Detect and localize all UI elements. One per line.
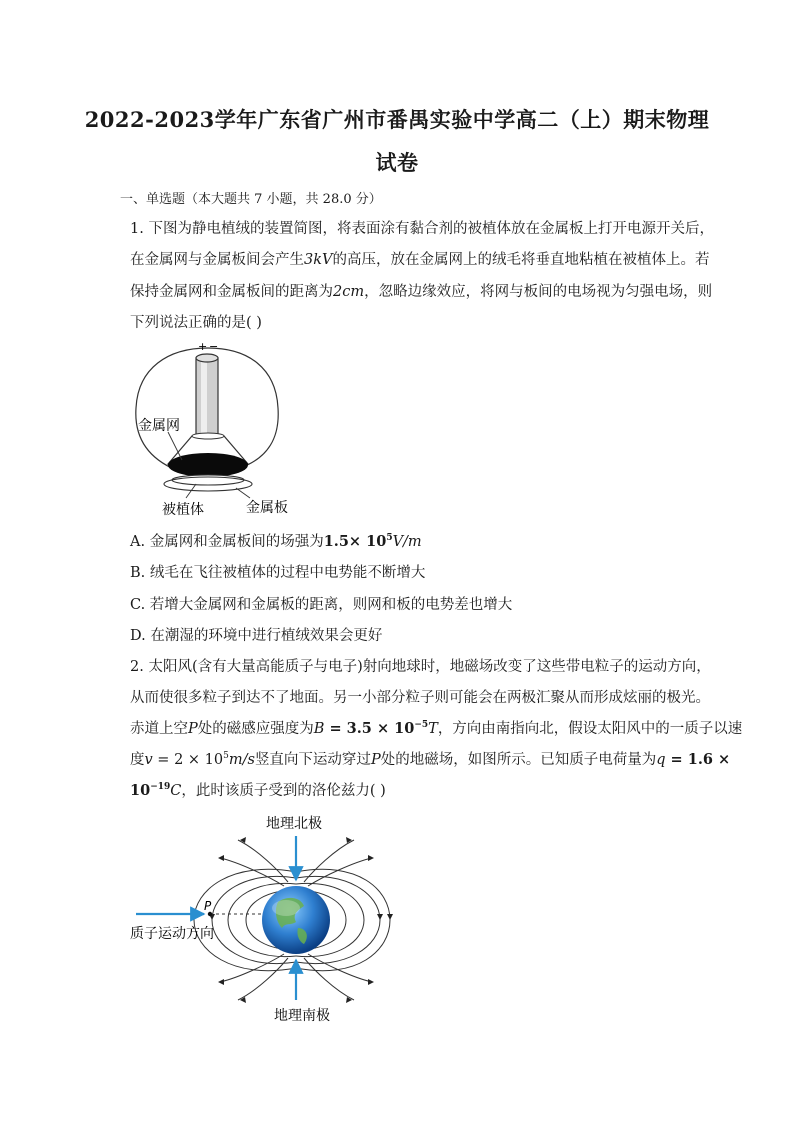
q2-label-direction: 质子运动方向: [130, 926, 214, 942]
q1-distance: 2cm: [333, 284, 365, 300]
q2-b-value: = 3.5 × 10: [324, 720, 415, 737]
q1-line2-text-b: 的高压，放在金属网上的绒毛将垂直地粘植在被植体上。若: [332, 252, 710, 268]
q2-q-symbol: q: [656, 752, 666, 768]
doc-title-line2: 试卷: [375, 150, 419, 175]
q2-v-symbol: v: [144, 752, 153, 768]
q1-line4: 下列说法正确的是( ): [130, 315, 262, 331]
q1-line3-text-b: ，忽略边缘效应，将网与板间的电场视为匀强电场，则: [364, 284, 713, 300]
q2-b-symbol: B: [313, 721, 325, 737]
q2-line4-text-b: 竖直向下运动穿过: [254, 752, 371, 768]
doc-title-line1: 2022-2023学年广东省广州市番禺实验中学高二（上）期末物理: [84, 107, 710, 132]
q2-line3-text-b: 处的磁感应强度为: [197, 721, 314, 737]
q2-q-exp: −19: [150, 782, 171, 793]
q2-line4-text-c: 处的地磁场，如图所示。已知质子电荷量为: [380, 752, 657, 768]
q2-v-unit: m/s: [228, 752, 255, 768]
q1-label-plate: 金属板: [246, 500, 288, 516]
q1-line1: 1. 下图为静电植绒的装置简图，将表面涂有黏合剂的被植体放在金属板上打开电源开关后，: [130, 221, 714, 237]
q2-q-base: 10: [130, 782, 151, 799]
q2-figure: [128, 810, 398, 1030]
q2-line4-text-a: 度: [130, 752, 145, 768]
q1-option-d: D. 在潮湿的环境中进行植绒效果会更好: [130, 628, 383, 644]
q1-option-b: B. 绒毛在飞往被植体的过程中电势能不断增大: [130, 565, 426, 581]
q2-q-unit: C: [170, 783, 182, 799]
q2-label-north: 地理北极: [266, 816, 322, 832]
q2-line4: [130, 748, 730, 769]
q2-line3: [130, 717, 742, 738]
section-heading: 一、单选题（本大题共 7 小题，共 28.0 分）: [120, 192, 382, 207]
q1-option-a-unit: V/m: [392, 534, 422, 550]
q2-line3-text-c: ，方向由南指向北，假设太阳风中的一质子以速: [437, 721, 743, 737]
q1-minus-sign: −: [209, 340, 219, 353]
q2-line3-text-a: 赤道上空: [130, 721, 188, 737]
q1-line3: [130, 280, 712, 301]
q2-line5: [130, 779, 386, 800]
q1-option-a-value: 1.5× 10: [323, 533, 387, 550]
q2-line1: 2. 太阳风(含有大量高能质子与电子)射向地球时，地磁场改变了这些带电粒子的运动方向，: [130, 659, 711, 675]
q1-option-a-exp: 5: [386, 533, 393, 544]
q1-line3-text-a: 保持金属网和金属板间的距离为: [130, 284, 333, 300]
q2-v-exp: 5: [223, 751, 229, 762]
q2-b-exp: −5: [414, 720, 429, 731]
q1-line2: [130, 248, 709, 269]
q2-label-south: 地理南极: [274, 1008, 330, 1024]
q1-line2-text-a: 在金属网与金属板间会产生: [130, 252, 304, 268]
q1-voltage: 3kV: [304, 252, 333, 268]
q2-point-p-2: P: [370, 752, 381, 768]
q1-figure: [128, 338, 288, 520]
q2-v-value: = 2 × 10: [152, 752, 224, 768]
q2-earth: [262, 886, 330, 954]
q1-label-mesh: 金属网: [138, 418, 180, 434]
q2-q-value: = 1.6 ×: [665, 751, 731, 768]
q2-b-unit: T: [428, 721, 438, 737]
q1-option-a-text: A. 金属网和金属板间的场强为: [130, 534, 324, 550]
q1-option-c: C. 若增大金属网和金属板的距离，则网和板的电势差也增大: [130, 597, 513, 613]
q1-option-a: [130, 530, 422, 551]
q2-line5-text-b: ，此时该质子受到的洛伦兹力( ): [181, 783, 386, 799]
q1-label-object: 被植体: [162, 502, 204, 518]
q2-point-p: P: [188, 721, 198, 737]
q2-label-p: P: [204, 899, 212, 913]
q1-plus-sign: +: [198, 340, 208, 353]
q2-line2: 从而使很多粒子到达不了地面。另一小部分粒子则可能会在两极汇聚从而形成炫丽的极光。: [130, 690, 710, 706]
